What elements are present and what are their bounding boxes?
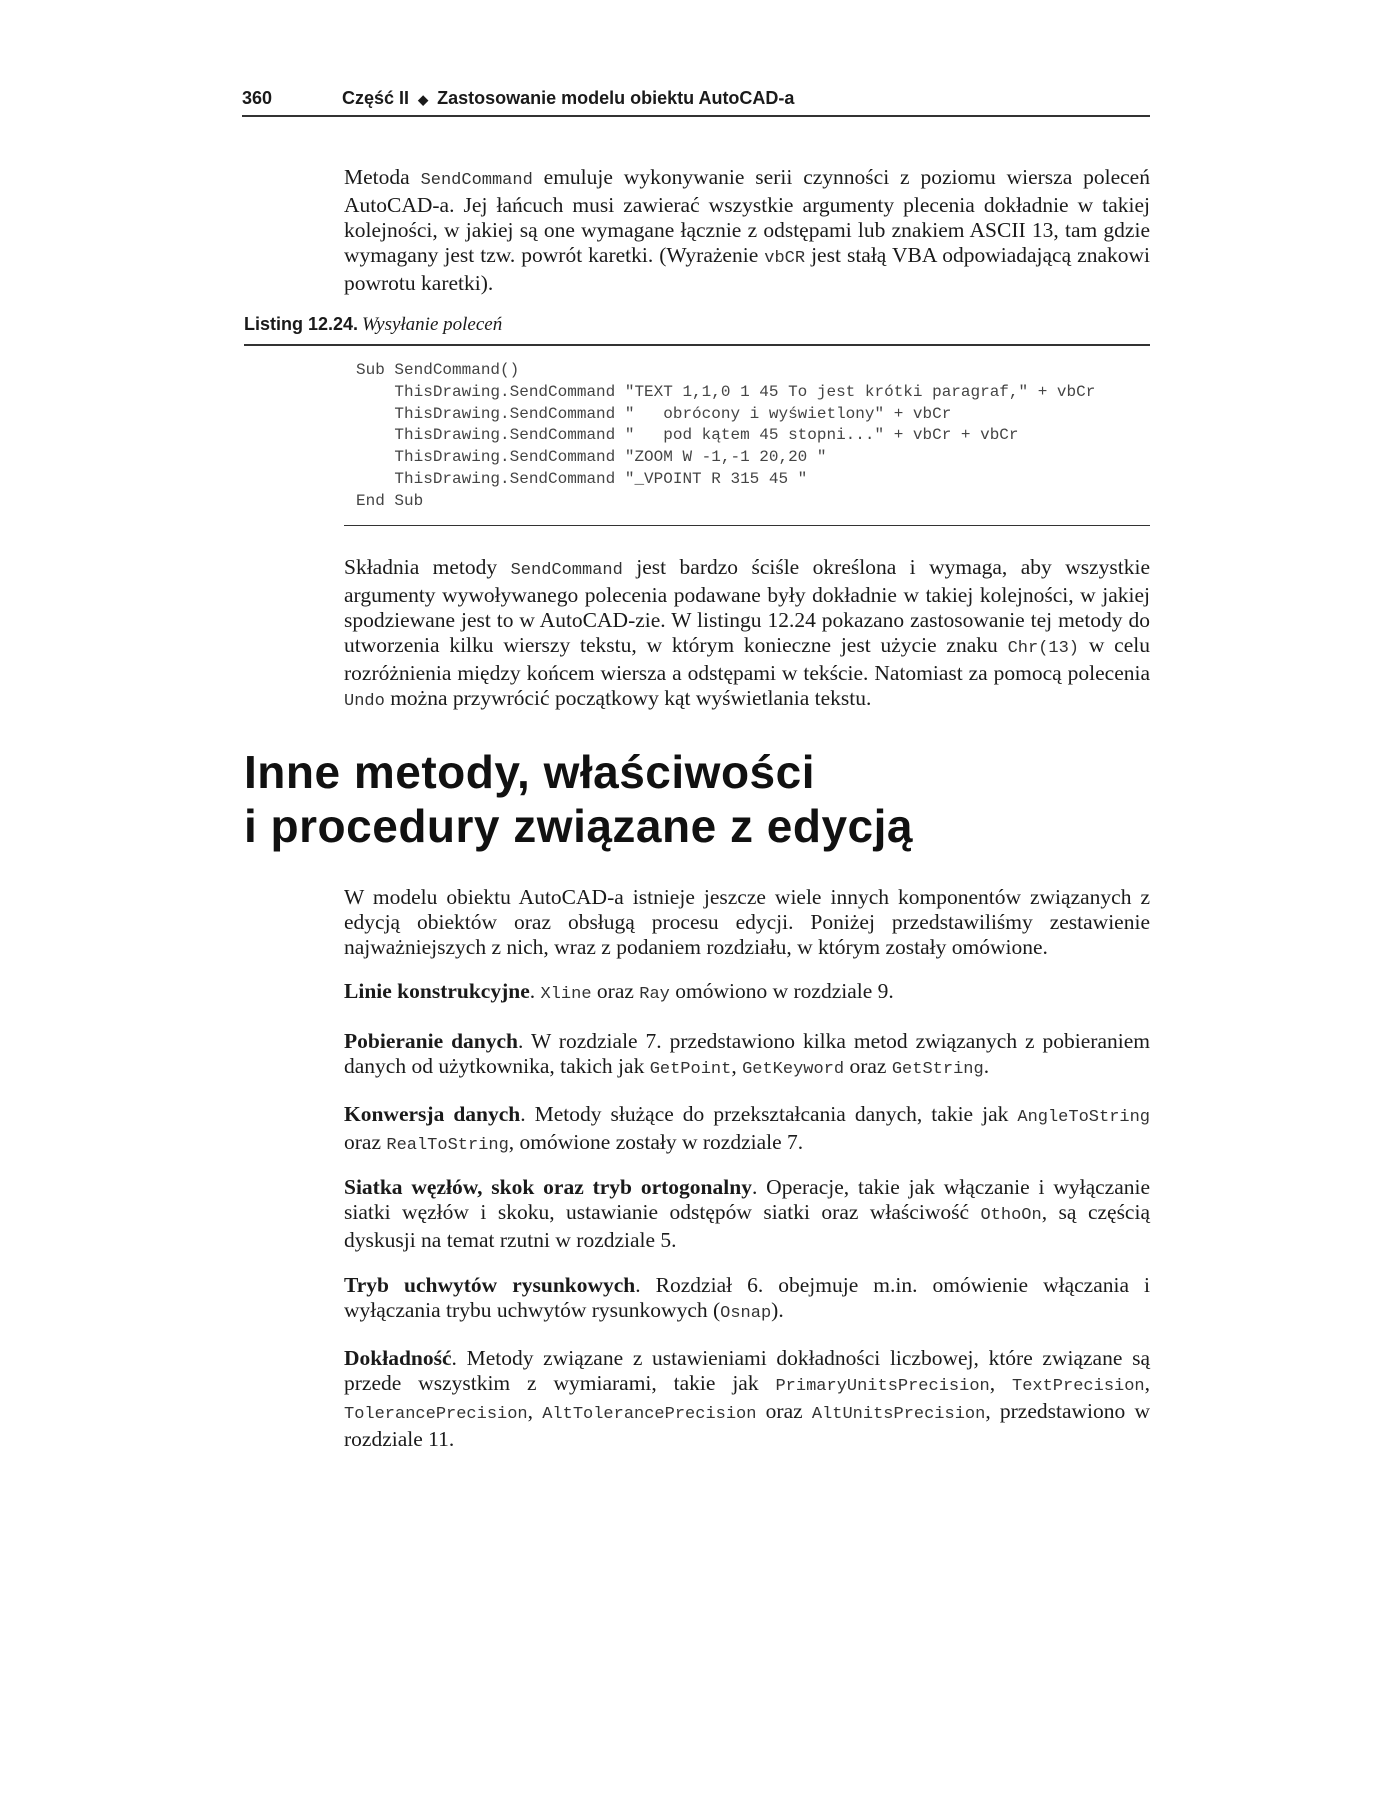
text-run: . Rozdział 6. obejmuje m.in. omówienie włączania i wyłączania trybu uchwytów rysunkowych ( [344,1273,1150,1322]
text-run: Składnia metody [344,555,511,579]
text-run: . [529,979,541,1003]
text-run: , [527,1399,543,1423]
code-term: Osnap [720,1304,772,1323]
code-term: TolerancePrecision [344,1405,528,1424]
text-run: omówiono w rozdziale 9. [669,979,894,1003]
text-run: oraz [591,979,640,1003]
text-run: można przywrócić początkowy kąt wyświetlania tekstu. [384,686,872,710]
page-number: 360 [242,88,273,108]
text-run: oraz [344,1130,387,1154]
listing-bottom-rule [344,525,1150,526]
code-term: vbCR [764,249,806,268]
intro-paragraph [344,165,1150,296]
item-linie-konstrukcyjne [344,979,1150,1007]
text-run: Metoda [344,165,421,189]
text-run: , przedstawiono w rozdziale 11. [344,1399,1150,1451]
item-term: Linie konstrukcyjne [344,979,530,1003]
diamond-separator-icon: ◆ [418,92,429,107]
text-run: . Operacje, takie jak włączanie i wyłączanie siatki węzłów i skoku, ustawianie odstępów siatki oraz właściwość [344,1175,1151,1224]
part-label: Część II [342,88,410,108]
text-run: ). [771,1298,784,1322]
text-run: oraz [756,1399,812,1423]
code-line: ThisDrawing.SendCommand " obrócony i wyświetlony" + vbCr [356,404,952,423]
chapter-title: Zastosowanie modelu obiektu AutoCAD-a [437,88,795,108]
code-term: GetPoint [649,1060,732,1079]
code-line: Sub SendCommand() [356,361,520,379]
text-run: jest stałą VBA odpowiadającą znakowi powrotu karetki). [344,243,1150,295]
text-run: . Metody służące do przekształcania danych, takie jak [520,1102,1018,1126]
code-listing [356,360,1150,513]
code-term: RealToString [386,1136,509,1155]
text-run: oraz [844,1054,892,1078]
code-term: Undo [344,692,385,711]
text-run: . W rozdziale 7. przedstawiono kilka metod związanych z pobieraniem danych od użytkownika, takich jak [344,1029,1150,1078]
text-run: , [731,1054,743,1078]
text-run: , [1144,1371,1150,1395]
heading-line: Inne metody, właściwości [244,746,815,798]
text-run: jest bardzo ściśle określona i wymaga, aby wszystkie argumenty wywoływanego polecenia podawane były dokładnie w takiej kolejności, w jakiej spodziewane jest to w AutoCAD-zie. W listingu 12.24 pokazano zastosowanie tej metody do utworzenia kilku wierszy tekstu, w którym konieczne jest użycie znaku [344,555,1150,657]
code-term: Xline [540,985,592,1004]
item-term: Konwersja danych [344,1102,521,1126]
listing-title: Wysyłanie poleceń [362,314,503,335]
code-term: AltTolerancePrecision [542,1405,757,1424]
running-head [242,88,1150,117]
item-siatka-wezlow [344,1175,1150,1253]
text-run: , omówione zostały w rozdziale 7. [508,1130,804,1154]
code-term: AltUnitsPrecision [811,1405,986,1424]
code-term: TextPrecision [1012,1377,1145,1396]
code-line: ThisDrawing.SendCommand " pod kątem 45 stopni..." + vbCr + vbCr [356,426,1019,445]
text-run: , są częścią dyskusji na temat rzutni w rozdziale 5. [344,1200,1150,1252]
text-run: , [989,1371,1012,1395]
item-pobieranie-danych [344,1029,1150,1082]
text-run: . [983,1054,990,1078]
code-term: AngleToString [1017,1108,1150,1127]
code-term: SendCommand [420,171,533,190]
code-term: SendCommand [510,561,623,580]
syntax-paragraph [344,555,1150,714]
section-intro-paragraph: W modelu obiektu AutoCAD-a istnieje jeszcze wiele innych komponentów związanych z edycją obiektów oraz obsługą procesu edycji. Poniżej przedstawiliśmy zestawienie najważniejszych z nich, wraz z podaniem rozdziału, w którym zostały omówione. [344,885,1150,959]
item-dokladnosc [344,1346,1150,1452]
code-line: ThisDrawing.SendCommand "ZOOM W -1,-1 20,20 " [356,448,827,467]
code-term: OthoOn [980,1206,1042,1225]
item-term: Tryb uchwytów rysunkowych [344,1273,636,1297]
text-run: emuluje wykonywanie serii czynności z poziomu wiersza poleceń AutoCAD-a. Jej łańcuch musi zawierać wszystkie argumenty plecenia dokładnie w takiej kolejności, w jakiej są one wymagane łącznie z odstępami lub znakiem ASCII 13, tam gdzie wymagany jest tzw. powrót karetki. (Wyrażenie [344,165,1150,267]
section-heading [244,745,1150,853]
code-term: GetKeyword [742,1060,845,1079]
text-run: w celu rozróżnienia między końcem wiersza a odstępami w tekście. Natomiast za pomocą polecenia [344,633,1150,685]
item-term: Siatka węzłów, skok oraz tryb ortogonalny [344,1175,752,1199]
heading-line: i procedury związane z edycją [244,800,913,852]
item-term: Dokładność [344,1346,452,1370]
code-term: Chr(13) [1007,639,1080,658]
item-konwersja-danych [344,1102,1150,1158]
listing-caption [244,314,1150,346]
code-term: Ray [639,985,670,1004]
code-term: PrimaryUnitsPrecision [775,1377,990,1396]
code-line: ThisDrawing.SendCommand "_VPOINT R 315 45 " [356,469,808,488]
text-run: . Metody związane z ustawieniami dokładności liczbowej, które związane są przede wszystkim z wymiarami, takie jak [344,1346,1150,1395]
item-term: Pobieranie danych [344,1029,518,1053]
code-term: GetString [891,1060,984,1079]
item-tryb-uchwytow [344,1273,1150,1326]
listing-label: Listing 12.24. [244,314,359,334]
code-line: End Sub [356,491,424,510]
code-line: ThisDrawing.SendCommand "TEXT 1,1,0 1 45 To jest krótki paragraf," + vbCr [356,382,1096,401]
